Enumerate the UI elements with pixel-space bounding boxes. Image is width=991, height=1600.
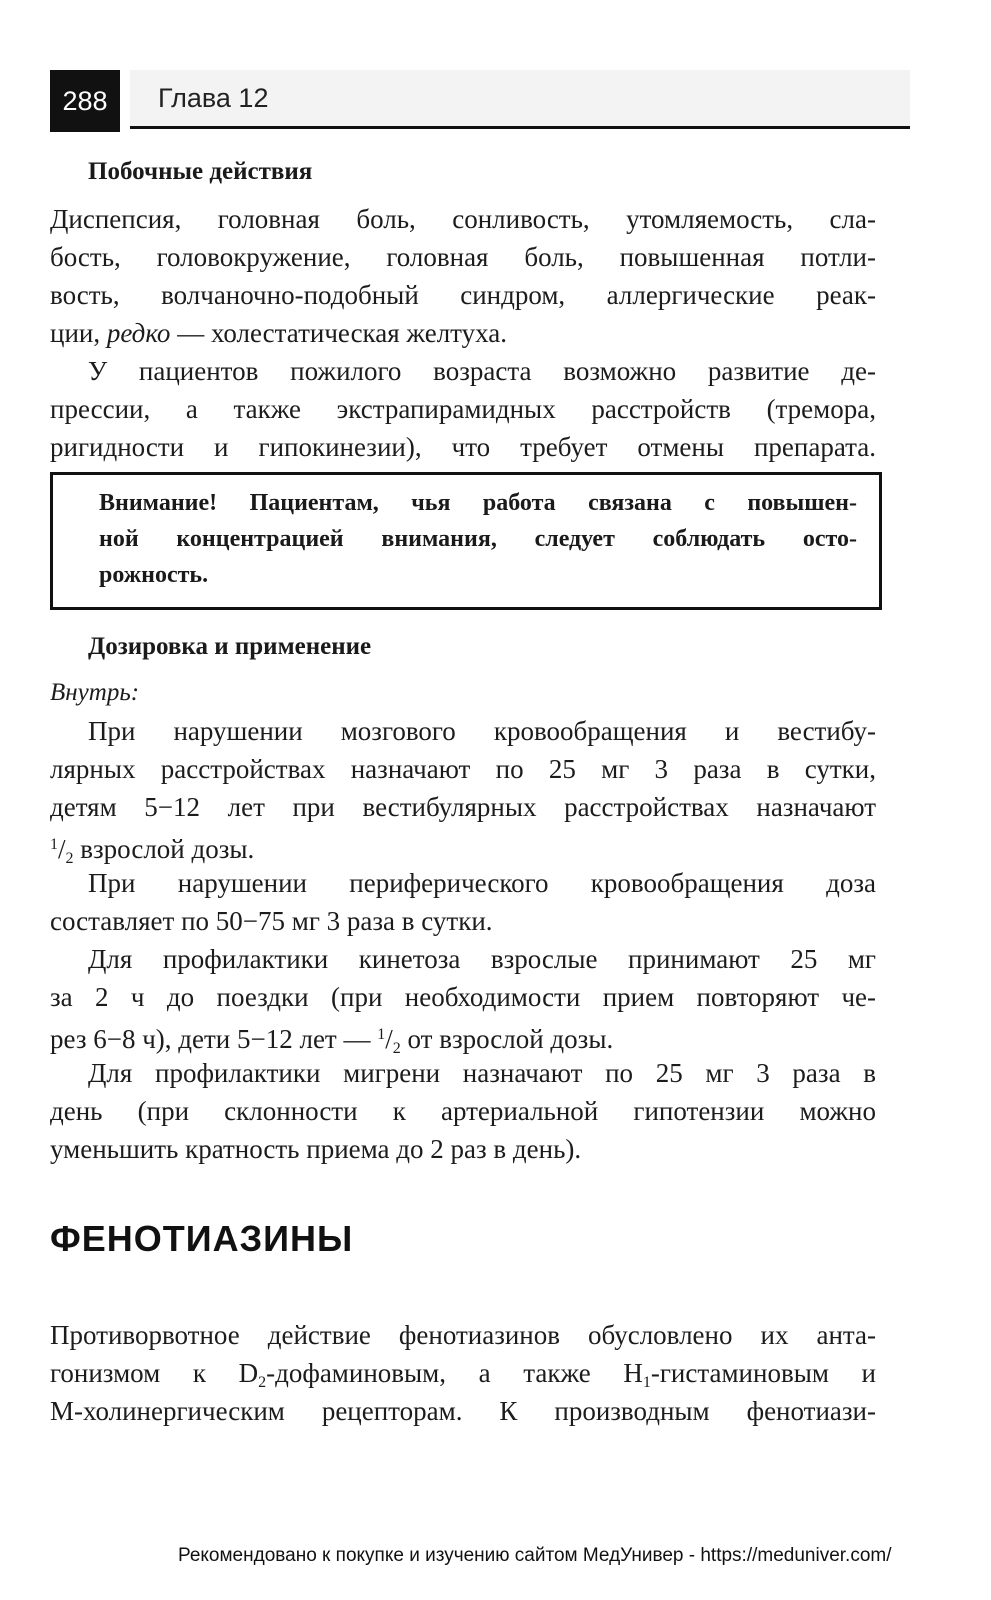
text-line: М-холинергическим рецепторам. К производным фенотиази-	[50, 1396, 876, 1426]
text-line: бость, головокружение, головная боль, повышенная потли-	[50, 242, 876, 272]
text-line: составляет по 50−75 мг 3 раза в сутки.	[50, 906, 493, 936]
chapter-bar	[130, 70, 910, 129]
text-line: день (при склонности к артериальной гипотензии можно	[50, 1096, 876, 1126]
fraction-numerator: 1	[50, 836, 58, 853]
warning-line: рожность.	[99, 562, 209, 588]
text-fragment: -гистаминовым и	[650, 1358, 876, 1388]
text-fragment: гонизмом к D	[50, 1358, 259, 1388]
text-fragment: ции,	[50, 318, 107, 348]
subscript: 2	[258, 1374, 267, 1391]
fraction-slash: /	[385, 1024, 393, 1054]
text-line	[50, 314, 507, 352]
side-effects-heading: Побочные действия	[88, 158, 313, 185]
text-line: Противорвотное действие фенотиазинов обусловлено их анта-	[50, 1320, 876, 1350]
page-number: 288	[50, 70, 120, 132]
footer-recommendation: Рекомендовано к покупке и изучению сайтом МедУнивер - https://meduniver.com/	[178, 1545, 892, 1566]
fraction-denominator: 2	[65, 850, 74, 867]
fraction-denominator: 2	[392, 1040, 401, 1057]
warning-line: ной концентрацией внимания, следует соблюдать осто-	[99, 526, 857, 552]
text-line: ригидности и гипокинезии), что требует отмены препарата.	[50, 432, 876, 462]
warning-box	[50, 472, 882, 610]
text-line: за 2 ч до поездки (при необходимости прием повторяют че-	[50, 982, 876, 1012]
text-fragment: -дофаминовым, а также H	[266, 1358, 643, 1388]
warning-line: Внимание! Пациентам, чья работа связана с повышен-	[99, 490, 857, 516]
text-line: Для профилактики мигрени назначают по 25 мг 3 раза в	[88, 1058, 876, 1088]
text-line: У пациентов пожилого возраста возможно развитие де-	[88, 356, 876, 386]
text-line: Для профилактики кинетоза взрослые принимают 25 мг	[88, 944, 876, 974]
italic-term: редко	[106, 318, 171, 348]
text-fragment: от взрослой дозы.	[400, 1024, 614, 1054]
subscript: 1	[642, 1374, 651, 1391]
chapter-title: Глава 12	[158, 83, 269, 113]
dosage-heading: Дозировка и применение	[88, 633, 372, 660]
text-line: детям 5−12 лет при вестибулярных расстройствах назначают	[50, 792, 876, 822]
text-fragment: взрослой дозы.	[73, 834, 255, 864]
route-label: Внутрь:	[50, 679, 140, 706]
page-header	[50, 70, 910, 132]
fraction-slash: /	[58, 834, 66, 864]
text-line: При нарушении периферического кровообращения доза	[88, 868, 876, 898]
text-line: вость, волчаночно-подобный синдром, аллергические реак-	[50, 280, 876, 310]
text-line: лярных расстройствах назначают по 25 мг 3 раза в сутки,	[50, 754, 876, 784]
fraction-numerator: 1	[377, 1026, 386, 1043]
text-fragment: — холестатическая желтуха.	[170, 318, 507, 348]
text-line: уменьшить кратность приема до 2 раз в день).	[50, 1134, 582, 1164]
section-title: ФЕНОТИАЗИНЫ	[50, 1218, 354, 1259]
text-line: Диспепсия, головная боль, сонливость, утомляемость, сла-	[50, 204, 876, 234]
text-fragment: рез 6−8 ч), дети 5−12 лет —	[50, 1024, 378, 1054]
text-line: При нарушении мозгового кровообращения и вестибу-	[88, 716, 876, 746]
text-line: прессии, а также экстрапирамидных расстройств (тремора,	[50, 394, 876, 424]
